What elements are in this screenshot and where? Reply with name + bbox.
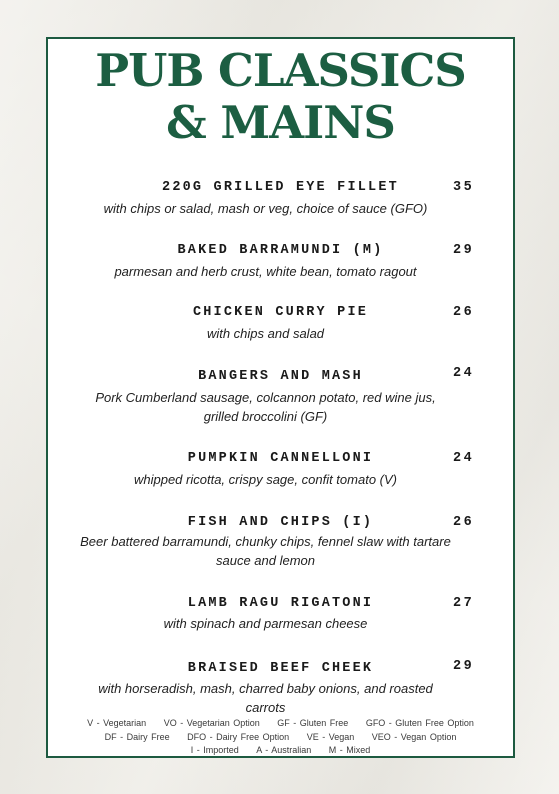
- menu-item-price: 26: [453, 305, 475, 320]
- legend-entry: DFO - Dairy Free Option: [187, 732, 290, 742]
- legend-entry: VEO - Vegan Option: [371, 732, 457, 742]
- menu-item-name: FISH AND CHIPS (I): [187, 515, 374, 530]
- menu-item-description: whipped ricotta, crispy sage, confit tomato (V): [133, 472, 397, 487]
- menu-item-price: 24: [453, 451, 475, 466]
- menu-item-description: Pork Cumberland sausage, colcannon potato, red wine jus, grilled broccolini (GF): [95, 390, 436, 424]
- menu-item-description: with spinach and parmesan cheese: [163, 616, 368, 631]
- menu-item-name: BANGERS AND MASH: [198, 369, 363, 384]
- legend-entry: DF - Dairy Free: [104, 732, 170, 742]
- legend-entry: GF - Gluten Free: [277, 718, 349, 728]
- menu-item-name: LAMB RAGU RIGATONI: [187, 596, 374, 611]
- menu-item-name: 220G GRILLED EYE FILLET: [162, 180, 399, 195]
- menu-item-description: with chips and salad: [206, 326, 325, 341]
- menu-item-description: with horseradish, mash, charred baby onions, and roasted carrots: [98, 681, 433, 715]
- menu-item-name: BAKED BARRAMUNDI (M): [177, 243, 384, 258]
- legend-entry: A - Australian: [256, 745, 312, 755]
- legend-entry: I - Imported: [190, 745, 239, 755]
- menu-item-name: CHICKEN CURRY PIE: [192, 305, 369, 320]
- menu-item-name: BRAISED BEEF CHEEK: [187, 661, 374, 676]
- menu-item-description: with chips or salad, mash or veg, choice of sauce (GFO): [103, 201, 428, 216]
- legend-entry: VE - Vegan: [306, 732, 355, 742]
- menu-item-name: PUMPKIN CANNELLONI: [187, 451, 374, 466]
- menu-item-price: 29: [453, 659, 475, 674]
- menu-card: [46, 37, 515, 758]
- menu-item-price: 35: [453, 180, 475, 195]
- legend-entry: GFO - Gluten Free Option: [365, 718, 474, 728]
- menu-item-description: Beer battered barramundi, chunky chips, fennel slaw with tartare sauce and lemon: [80, 534, 451, 568]
- menu-item-price: 29: [453, 243, 475, 258]
- dietary-legend-row-3: [48, 745, 513, 755]
- menu-item-description: parmesan and herb crust, white bean, tomato ragout: [114, 264, 417, 279]
- menu-item-price: 24: [453, 366, 475, 381]
- dietary-legend-row-1: [48, 718, 513, 728]
- menu-title-line-1: PUB CLASSICS: [95, 44, 466, 97]
- legend-entry: M - Mixed: [328, 745, 371, 755]
- legend-entry: VO - Vegetarian Option: [163, 718, 260, 728]
- legend-entry: V - Vegetarian: [87, 718, 147, 728]
- dietary-legend-row-2: [48, 732, 513, 742]
- menu-item-price: 26: [453, 515, 475, 530]
- menu-item-price: 27: [453, 596, 475, 611]
- menu-title-line-2: & MAINS: [166, 96, 395, 149]
